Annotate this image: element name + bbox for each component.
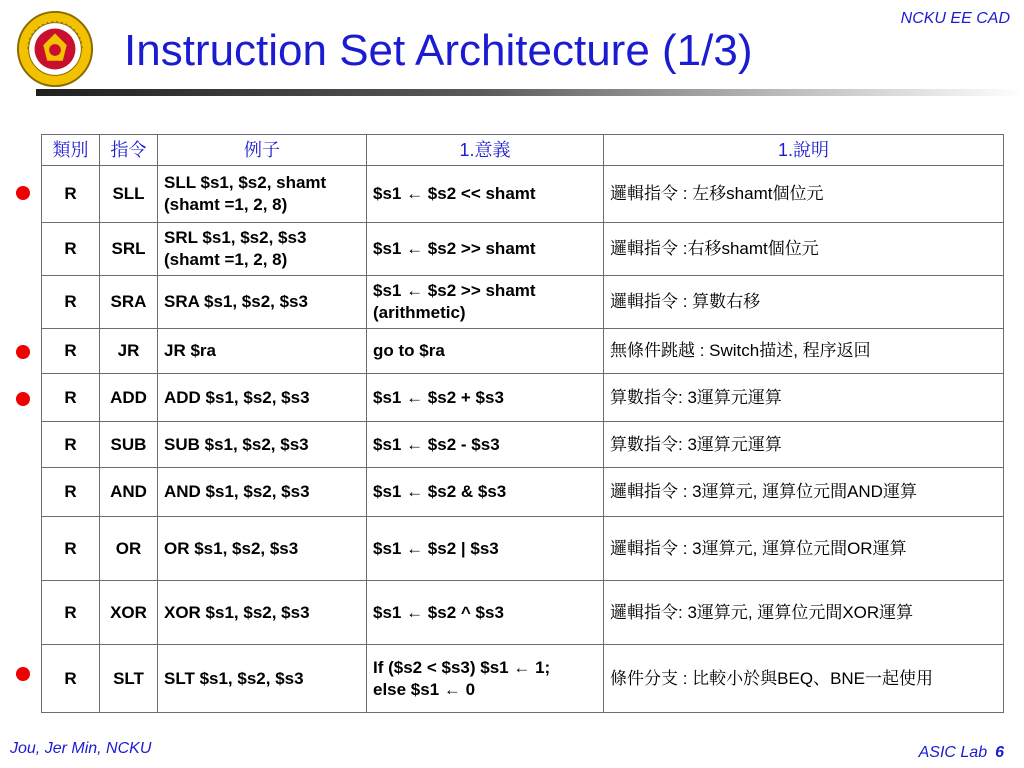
cell-meaning: $s1 ← $s2 >> shamt (arithmetic) — [367, 276, 604, 329]
cell-description: 條件分支 : 比較小於與BEQ、BNE一起使用 — [604, 645, 1004, 713]
cell-example: ADD $s1, $s2, $s3 — [158, 374, 367, 422]
cell-instruction: ADD — [100, 374, 158, 422]
cell-type: R — [42, 645, 100, 713]
cell-type: R — [42, 468, 100, 517]
instruction-table — [41, 134, 1004, 713]
table-row — [42, 329, 1004, 374]
bullet-dot-add — [16, 392, 30, 406]
cell-instruction: JR — [100, 329, 158, 374]
col-header-description: 1.說明 — [604, 135, 1004, 166]
cell-type: R — [42, 422, 100, 468]
org-label: NCKU EE CAD — [900, 10, 1010, 27]
cell-description: 邏輯指令 : 3運算元, 運算位元間AND運算 — [604, 468, 1004, 517]
cell-meaning: $s1 ← $s2 - $s3 — [367, 422, 604, 468]
cell-example: SRL $s1, $s2, $s3 (shamt =1, 2, 8) — [158, 223, 367, 276]
table-row — [42, 374, 1004, 422]
cell-type: R — [42, 166, 100, 223]
title-divider — [36, 89, 1024, 96]
cell-instruction: AND — [100, 468, 158, 517]
cell-description: 算數指令: 3運算元運算 — [604, 422, 1004, 468]
table-row — [42, 581, 1004, 645]
bullet-dot-jr — [16, 345, 30, 359]
bullet-dot-sll — [16, 186, 30, 200]
cell-instruction: SUB — [100, 422, 158, 468]
slide-title: Instruction Set Architecture (1/3) — [124, 26, 753, 75]
footer-lab: ASIC Lab — [918, 744, 988, 761]
cell-instruction: SRA — [100, 276, 158, 329]
col-header-instruction: 指令 — [100, 135, 158, 166]
cell-example: SLT $s1, $s2, $s3 — [158, 645, 367, 713]
cell-example: AND $s1, $s2, $s3 — [158, 468, 367, 517]
page-number: 6 — [995, 744, 1004, 761]
col-header-type: 類別 — [42, 135, 100, 166]
cell-meaning: $s1 ← $s2 + $s3 — [367, 374, 604, 422]
cell-meaning: If ($s2 < $s3) $s1 ← 1; else $s1 ← 0 — [367, 645, 604, 713]
cell-example: JR $ra — [158, 329, 367, 374]
table-row — [42, 468, 1004, 517]
cell-meaning: $s1 ← $s2 >> shamt — [367, 223, 604, 276]
footer-author: Jou, Jer Min, NCKU — [10, 740, 152, 757]
cell-meaning: $s1 ← $s2 ^ $s3 — [367, 581, 604, 645]
cell-meaning: $s1 ← $s2 & $s3 — [367, 468, 604, 517]
col-header-meaning: 1.意義 — [367, 135, 604, 166]
cell-example: SUB $s1, $s2, $s3 — [158, 422, 367, 468]
cell-description: 算數指令: 3運算元運算 — [604, 374, 1004, 422]
cell-example: OR $s1, $s2, $s3 — [158, 517, 367, 581]
table-row — [42, 276, 1004, 329]
cell-instruction: SRL — [100, 223, 158, 276]
cell-type: R — [42, 329, 100, 374]
cell-description: 邏輯指令 :右移shamt個位元 — [604, 223, 1004, 276]
cell-instruction: OR — [100, 517, 158, 581]
table-row — [42, 422, 1004, 468]
cell-instruction: SLL — [100, 166, 158, 223]
cell-description: 邏輯指令 : 算數右移 — [604, 276, 1004, 329]
table-row — [42, 517, 1004, 581]
table-row — [42, 166, 1004, 223]
cell-instruction: XOR — [100, 581, 158, 645]
cell-description: 邏輯指令 : 左移shamt個位元 — [604, 166, 1004, 223]
cell-meaning: go to $ra — [367, 329, 604, 374]
cell-type: R — [42, 223, 100, 276]
table-row — [42, 645, 1004, 713]
cell-example: SLL $s1, $s2, shamt (shamt =1, 2, 8) — [158, 166, 367, 223]
cell-type: R — [42, 517, 100, 581]
cell-description: 邏輯指令: 3運算元, 運算位元間XOR運算 — [604, 581, 1004, 645]
university-logo-seal — [16, 10, 94, 88]
cell-description: 邏輯指令 : 3運算元, 運算位元間OR運算 — [604, 517, 1004, 581]
cell-description: 無條件跳越 : Switch描述, 程序返回 — [604, 329, 1004, 374]
cell-meaning: $s1 ← $s2 | $s3 — [367, 517, 604, 581]
bullet-dot-slt — [16, 667, 30, 681]
footer-lab-page — [919, 744, 1004, 762]
cell-type: R — [42, 581, 100, 645]
cell-example: SRA $s1, $s2, $s3 — [158, 276, 367, 329]
col-header-example: 例子 — [158, 135, 367, 166]
table-row — [42, 223, 1004, 276]
cell-instruction: SLT — [100, 645, 158, 713]
cell-type: R — [42, 276, 100, 329]
cell-type: R — [42, 374, 100, 422]
table-header-row — [42, 135, 1004, 166]
cell-meaning: $s1 ← $s2 << shamt — [367, 166, 604, 223]
cell-example: XOR $s1, $s2, $s3 — [158, 581, 367, 645]
